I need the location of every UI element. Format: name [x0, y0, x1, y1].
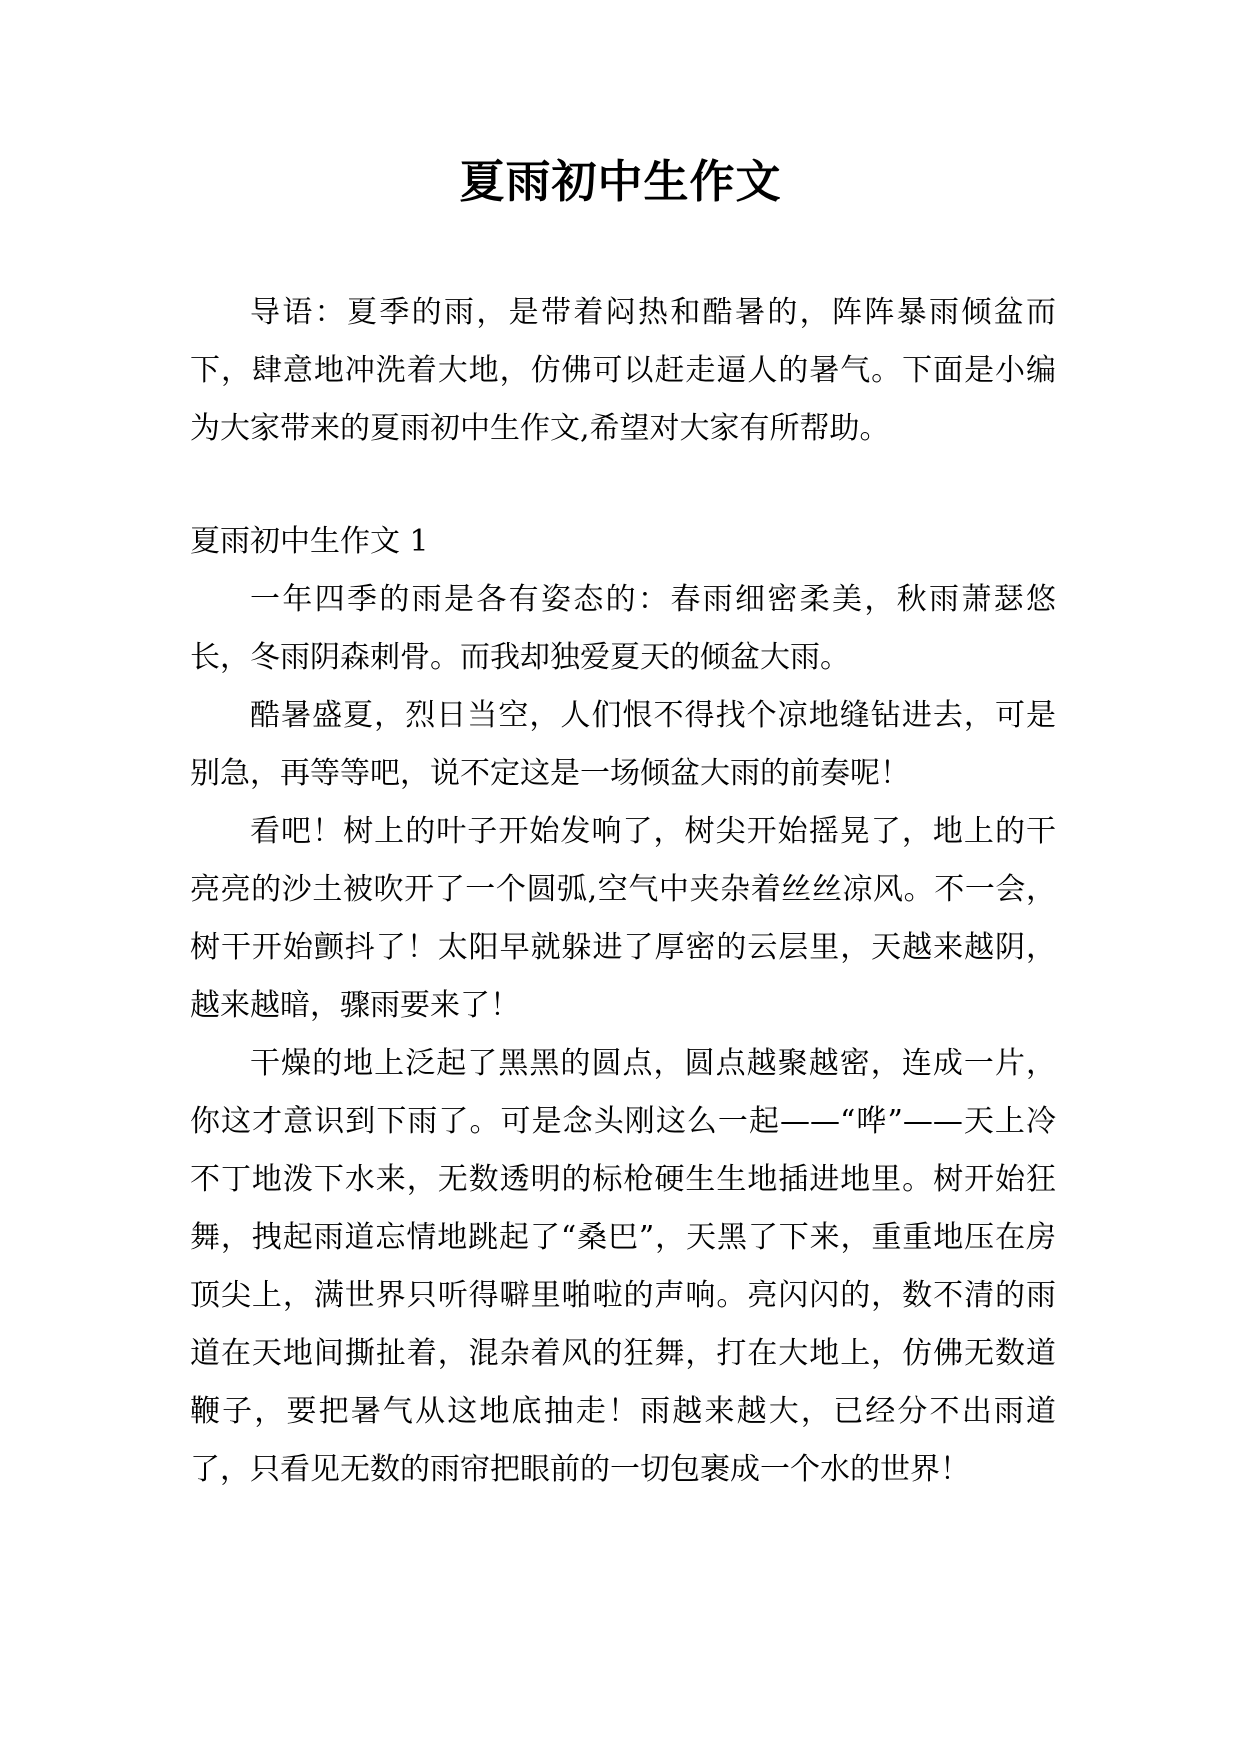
body-paragraph: 一年四季的雨是各有姿态的：春雨细密柔美，秋雨萧瑟悠长，冬雨阴森刺骨。而我却独爱夏天的倾盆大雨。 [190, 582, 1056, 675]
body-paragraph: 干燥的地上泛起了黑黑的圆点，圆点越聚越密，连成一片，你这才意识到下雨了。可是念头刚这么一起——“哗”——天上冷不丁地泼下水来，无数透明的标枪硬生生地插进地里。树开始狂舞，拽起雨道忘情地跳起了“桑巴”，天黑了下来，重重地压在房顶尖上，满世界只听得噼里啪啦的声响。亮闪闪的，数不清的雨道在天地间撕扯着，混杂着风的狂舞，打在大地上，仿佛无数道鞭子，要把暑气从这地底抽走！雨越来越大，已经分不出雨道了，只看见无数的雨帘把眼前的一切包裹成一个水的世界！ [190, 1046, 1056, 1487]
document-body [190, 284, 1056, 1499]
section-heading: 夏雨初中生作文 1 [190, 524, 429, 559]
body-paragraph: 酷暑盛夏，烈日当空，人们恨不得找个凉地缝钻进去，可是别急，再等等吧，说不定这是一场倾盆大雨的前奏呢！ [190, 698, 1056, 791]
lead-paragraph: 导语：夏季的雨，是带着闷热和酷暑的，阵阵暴雨倾盆而下，肆意地冲洗着大地，仿佛可以赶走逼人的暑气。下面是小编为大家带来的夏雨初中生作文,希望对大家有所帮助。 [190, 295, 1056, 446]
body-paragraph: 看吧！树上的叶子开始发响了，树尖开始摇晃了，地上的干亮亮的沙土被吹开了一个圆弧,空气中夹杂着丝丝凉风。不一会，树干开始颤抖了！太阳早就躲进了厚密的云层里，天越来越阴，越来越暗，骤雨要来了！ [190, 814, 1056, 1023]
document-title: 夏雨初中生作文 [459, 155, 782, 208]
